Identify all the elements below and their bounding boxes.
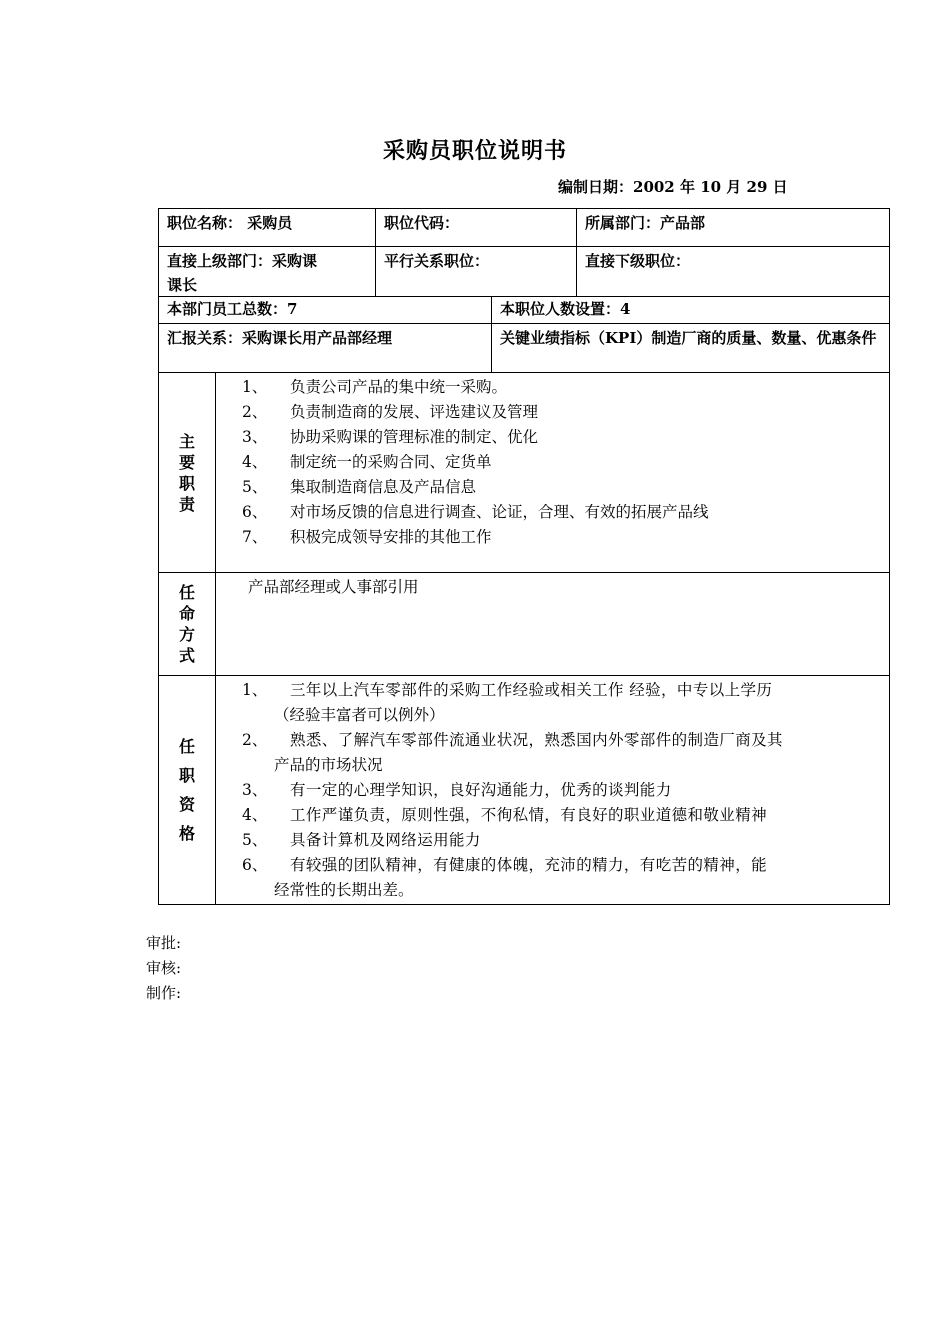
item-number: 1、 bbox=[242, 681, 268, 699]
total-staff-cell: 本部门员工总数：7 bbox=[167, 300, 298, 318]
list-item bbox=[242, 525, 883, 550]
list-item bbox=[242, 425, 883, 450]
item-text: 对市场反馈的信息进行调查、论证，合理、有效的拓展产品线 bbox=[290, 503, 709, 521]
item-text: 有较强的团队精神，有健康的体魄，充沛的精力，有吃苦的精神，能 bbox=[290, 856, 768, 874]
review-label: 审核: bbox=[146, 959, 182, 977]
item-text: 具备计算机及网络运用能力 bbox=[290, 831, 481, 849]
item-text: 负责公司产品的集中统一采购。 bbox=[290, 378, 508, 396]
list-item bbox=[242, 853, 883, 878]
superior-line2: 课长 bbox=[167, 276, 198, 294]
list-item bbox=[242, 400, 883, 425]
item-number: 1、 bbox=[242, 378, 268, 396]
list-item bbox=[242, 500, 883, 525]
qualifications-label-cell bbox=[159, 676, 216, 904]
page-title: 采购员职位说明书 bbox=[382, 138, 567, 164]
row-appointment bbox=[158, 572, 890, 675]
position-name-cell: 职位名称： 采购员 bbox=[167, 214, 293, 232]
make-label: 制作: bbox=[146, 984, 182, 1002]
duties-label: 主要职责 bbox=[178, 431, 195, 514]
list-item bbox=[242, 375, 883, 400]
item-text: 协助采购课的管理标准的制定、优化 bbox=[290, 428, 539, 446]
item-number: 5、 bbox=[242, 831, 268, 849]
row-staff bbox=[158, 296, 890, 323]
item-text: 集取制造商信息及产品信息 bbox=[290, 478, 477, 496]
row-report-kpi bbox=[158, 323, 890, 372]
item-number: 3、 bbox=[242, 781, 268, 799]
list-item bbox=[242, 778, 883, 803]
appointment-text: 产品部经理或人事部引用 bbox=[248, 578, 419, 596]
list-item bbox=[242, 828, 883, 853]
item-continuation: 产品的市场状况 bbox=[274, 756, 383, 774]
parallel-cell: 平行关系职位： bbox=[375, 247, 576, 296]
item-text: 积极完成领导安排的其他工作 bbox=[290, 528, 492, 546]
approve-label: 审批: bbox=[146, 934, 182, 952]
appointment-label-cell bbox=[159, 573, 216, 675]
item-text: 制定统一的采购合同、定货单 bbox=[290, 453, 492, 471]
superior-line1: 直接上级部门：采购课 bbox=[167, 252, 318, 270]
item-number: 2、 bbox=[242, 403, 268, 421]
item-text: 负责制造商的发展、评选建议及管理 bbox=[290, 403, 539, 421]
item-continuation: 经常性的长期出差。 bbox=[274, 881, 414, 899]
list-item bbox=[242, 450, 883, 475]
list-item bbox=[242, 728, 883, 753]
appointment-label: 任命方式 bbox=[178, 583, 195, 665]
subordinate-cell: 直接下级职位： bbox=[576, 247, 889, 296]
row-duties bbox=[158, 372, 890, 572]
row-relations bbox=[158, 246, 890, 296]
row-basic-info bbox=[158, 208, 890, 246]
qualifications-list bbox=[216, 676, 889, 904]
item-text: 有一定的心理学知识，良好沟通能力，优秀的谈判能力 bbox=[290, 781, 672, 799]
superior-cell bbox=[159, 247, 375, 296]
appointment-content bbox=[216, 573, 889, 675]
compile-date: 编制日期：2002 年 10 月 29 日 bbox=[558, 178, 788, 196]
item-number: 4、 bbox=[242, 806, 268, 824]
item-continuation: （经验丰富者可以例外） bbox=[274, 706, 445, 724]
report-cell: 汇报关系：采购课长用产品部经理 bbox=[167, 329, 393, 347]
list-item bbox=[242, 475, 883, 500]
item-number: 4、 bbox=[242, 453, 268, 471]
item-number: 6、 bbox=[242, 503, 268, 521]
row-qualifications bbox=[158, 675, 890, 905]
duties-list bbox=[216, 373, 889, 572]
item-text: 熟悉、了解汽车零部件流通业状况，熟悉国内外零部件的制造厂商及其 bbox=[290, 731, 783, 749]
item-text: 工作严谨负责，原则性强，不徇私情，有良好的职业道德和敬业精神 bbox=[290, 806, 768, 824]
duties-label-cell bbox=[159, 373, 216, 572]
kpi-cell: 关键业绩指标（KPI）制造厂商的质量、数量、优惠条件 bbox=[491, 324, 889, 372]
item-number: 6、 bbox=[242, 856, 268, 874]
qualifications-label: 任职资格 bbox=[178, 737, 195, 843]
item-number: 7、 bbox=[242, 528, 268, 546]
job-description-table bbox=[158, 208, 890, 905]
list-item bbox=[242, 803, 883, 828]
headcount-cell: 本职位人数设置：4 bbox=[491, 297, 889, 323]
item-number: 2、 bbox=[242, 731, 268, 749]
item-number: 5、 bbox=[242, 478, 268, 496]
department-cell: 所属部门：产品部 bbox=[576, 209, 889, 246]
item-text: 三年以上汽车零部件的采购工作经验或相关工作 经验，中专以上学历 bbox=[290, 681, 773, 699]
list-item bbox=[242, 678, 883, 703]
item-number: 3、 bbox=[242, 428, 268, 446]
position-code-cell: 职位代码： bbox=[375, 209, 576, 246]
